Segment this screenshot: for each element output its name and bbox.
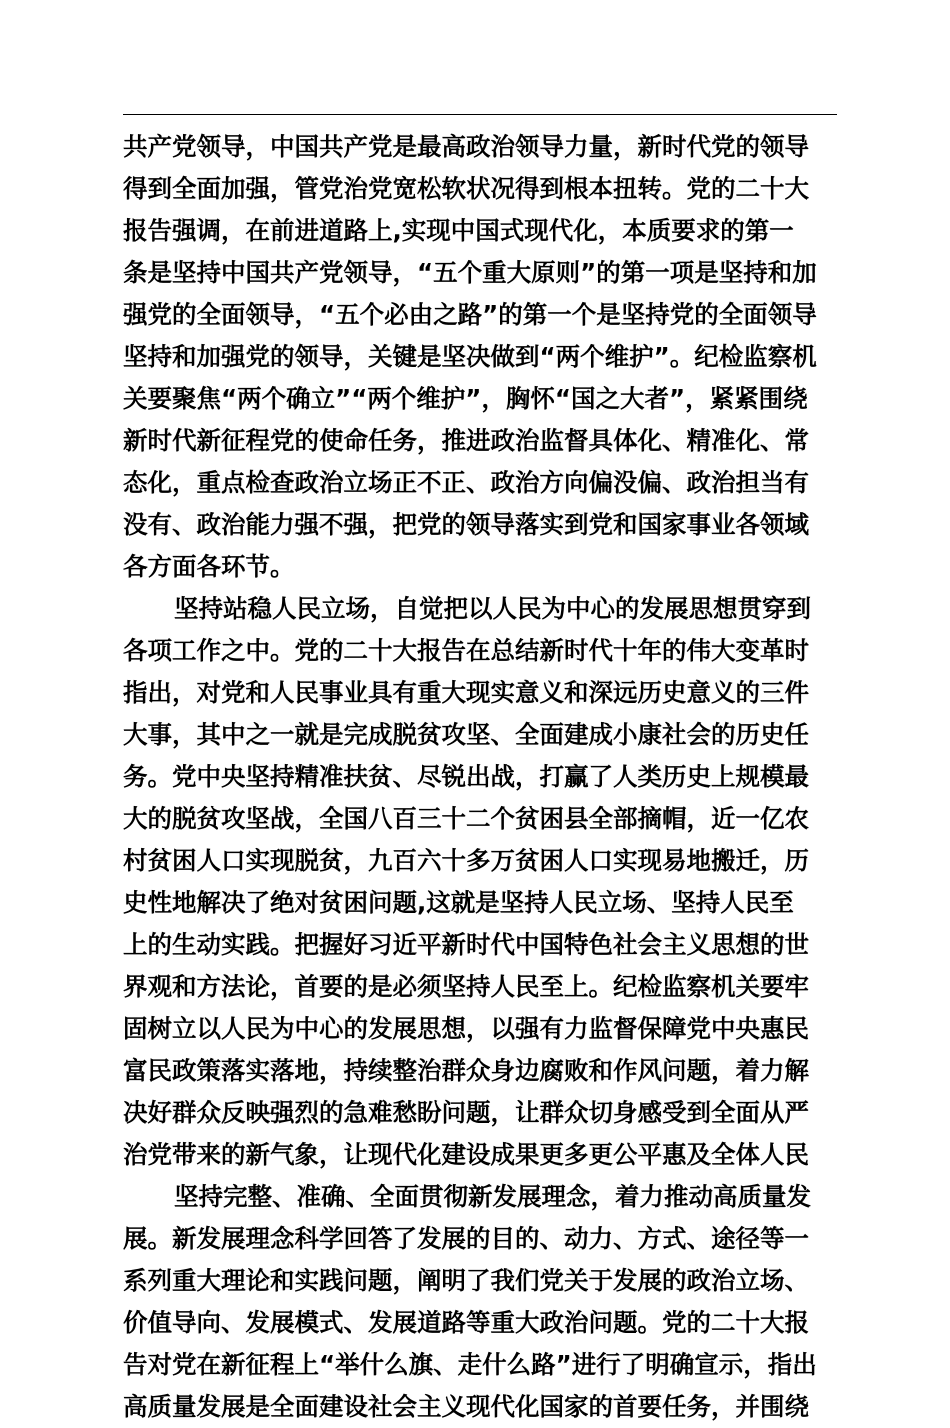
text-line: 指出，对党和人民事业具有重大现实意义和深远历史意义的三件 — [123, 678, 809, 707]
text-line: 治党带来的新气象，让现代化建设成果更多更公平惠及全体人民 — [123, 1140, 809, 1169]
text-line: 态化，重点检查政治立场正不正、政治方向偏没偏、政治担当有 — [123, 468, 809, 497]
text-line: 关要聚焦“两个确立”“两个维护”，胸怀“国之大者”，紧紧围绕 — [123, 384, 808, 413]
text-line: 条是坚持中国共产党领导，“五个重大原则”的第一项是坚持和加 — [123, 258, 817, 287]
text-line: 告对党在新征程上“举什么旗、走什么路”进行了明确宣示，指出 — [123, 1350, 817, 1379]
text-line: 强党的全面领导，“五个必由之路”的第一个是坚持党的全面领导 — [123, 300, 817, 329]
body-text — [123, 126, 843, 1428]
text-line: 各方面各环节。 — [123, 552, 295, 581]
text-line: 各项工作之中。党的二十大报告在总结新时代十年的伟大变革时 — [123, 636, 809, 665]
text-line: 固树立以人民为中心的发展思想，以强有力监督保障党中央惠民 — [123, 1014, 809, 1043]
text-line: 坚持站稳人民立场，自觉把以人民为中心的发展思想贯穿到 — [174, 594, 811, 623]
text-line: 高质量发展是全面建设社会主义现代化国家的首要任务，并围绕 — [123, 1392, 809, 1421]
text-line: 坚持完整、准确、全面贯彻新发展理念，着力推动高质量发 — [174, 1182, 811, 1211]
text-line: 史性地解决了绝对贫困问题,这就是坚持人民立场、坚持人民至 — [123, 888, 794, 917]
text-line: 大事，其中之一就是完成脱贫攻坚、全面建成小康社会的历史任 — [123, 720, 809, 749]
text-line: 没有、政治能力强不强，把党的领导落实到党和国家事业各领域 — [123, 510, 809, 539]
text-line: 界观和方法论，首要的是必须坚持人民至上。纪检监察机关要牢 — [123, 972, 809, 1001]
text-line: 报告强调，在前进道路上,实现中国式现代化，本质要求的第一 — [123, 216, 794, 245]
text-line: 新时代新征程党的使命任务，推进政治监督具体化、精准化、常 — [123, 426, 809, 455]
text-line: 大的脱贫攻坚战，全国八百三十二个贫困县全部摘帽，近一亿农 — [123, 804, 809, 833]
text-line: 坚持和加强党的领导，关键是坚决做到“两个维护”。纪检监察机 — [123, 342, 817, 371]
text-line: 富民政策落实落地，持续整治群众身边腐败和作风问题，着力解 — [123, 1056, 809, 1085]
header-rule — [123, 114, 837, 115]
text-line: 展。新发展理念科学回答了发展的目的、动力、方式、途径等一 — [123, 1224, 809, 1253]
text-line: 决好群众反映强烈的急难愁盼问题，让群众切身感受到全面从严 — [123, 1098, 809, 1127]
text-line: 上的生动实践。把握好习近平新时代中国特色社会主义思想的世 — [123, 930, 809, 959]
text-line: 务。党中央坚持精准扶贫、尽锐出战，打赢了人类历史上规模最 — [123, 762, 809, 791]
text-line: 系列重大理论和实践问题，阐明了我们党关于发展的政治立场、 — [123, 1266, 809, 1295]
text-line: 价值导向、发展模式、发展道路等重大政治问题。党的二十大报 — [123, 1308, 809, 1337]
text-line: 共产党领导，中国共产党是最高政治领导力量，新时代党的领导 — [123, 132, 809, 161]
text-line: 得到全面加强，管党治党宽松软状况得到根本扭转。党的二十大 — [123, 174, 809, 203]
text-line: 村贫困人口实现脱贫，九百六十多万贫困人口实现易地搬迁，历 — [123, 846, 809, 875]
